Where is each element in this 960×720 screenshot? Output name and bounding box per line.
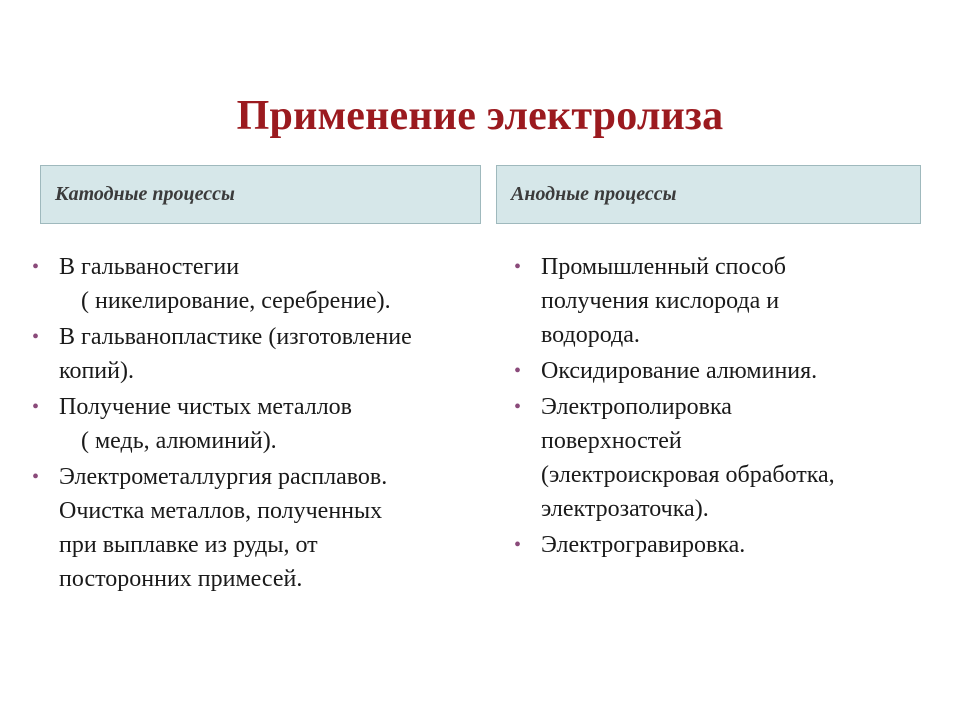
cathode-item bbox=[32, 320, 472, 388]
cathode-item-line: при выплавке из руды, от bbox=[59, 532, 318, 558]
cathode-item-line: ( медь, алюминий). bbox=[81, 428, 277, 454]
anode-item-line: получения кислорода и bbox=[541, 288, 780, 314]
cathode-item bbox=[32, 250, 472, 318]
cathode-item-line: Электрометаллургия расплавов. bbox=[59, 464, 388, 490]
anode-item-line: электрозаточка). bbox=[541, 496, 709, 522]
cathode-item bbox=[32, 460, 472, 596]
anode-item bbox=[514, 528, 934, 562]
bullet-icon: • bbox=[514, 256, 522, 278]
anode-item-line: Оксидирование алюминия. bbox=[541, 358, 818, 384]
bullet-icon: • bbox=[32, 326, 40, 348]
anode-item-line: Промышленный способ bbox=[541, 254, 786, 280]
cathode-item-line: посторонних примесей. bbox=[59, 566, 303, 592]
anode-item bbox=[514, 354, 934, 388]
cathode-item-line: Получение чистых металлов bbox=[59, 394, 353, 420]
anode-item bbox=[514, 250, 934, 352]
anode-item-line: водорода. bbox=[541, 322, 640, 348]
anode-header-label: Анодные процессы bbox=[511, 183, 677, 205]
bullet-icon: • bbox=[32, 466, 40, 488]
slide-title: Применение электролиза bbox=[236, 93, 724, 139]
cathode-item-line: ( никелирование, серебрение). bbox=[81, 288, 391, 314]
bullet-icon: • bbox=[514, 396, 522, 418]
cathode-item-line: копий). bbox=[59, 358, 134, 384]
cathode-header bbox=[40, 165, 481, 224]
bullet-icon: • bbox=[514, 360, 522, 382]
anode-item-line: Электрогравировка. bbox=[541, 532, 746, 558]
anode-item bbox=[514, 390, 934, 526]
cathode-header-label: Катодные процессы bbox=[55, 183, 235, 205]
bullet-icon: • bbox=[514, 534, 522, 556]
anode-item-line: поверхностей bbox=[541, 428, 682, 454]
bullet-icon: • bbox=[32, 396, 40, 418]
anode-list bbox=[514, 250, 934, 564]
cathode-list bbox=[32, 250, 472, 598]
cathode-item-line: В гальванопластике (изготовление bbox=[59, 324, 412, 350]
cathode-item-line: В гальваностегии bbox=[59, 254, 240, 280]
anode-item-line: (электроискровая обработка, bbox=[541, 462, 835, 488]
bullet-icon: • bbox=[32, 256, 40, 278]
cathode-item-line: Очистка металлов, полученных bbox=[59, 498, 383, 524]
anode-header bbox=[496, 165, 921, 224]
anode-item-line: Электрополировка bbox=[541, 394, 732, 420]
cathode-item bbox=[32, 390, 472, 458]
